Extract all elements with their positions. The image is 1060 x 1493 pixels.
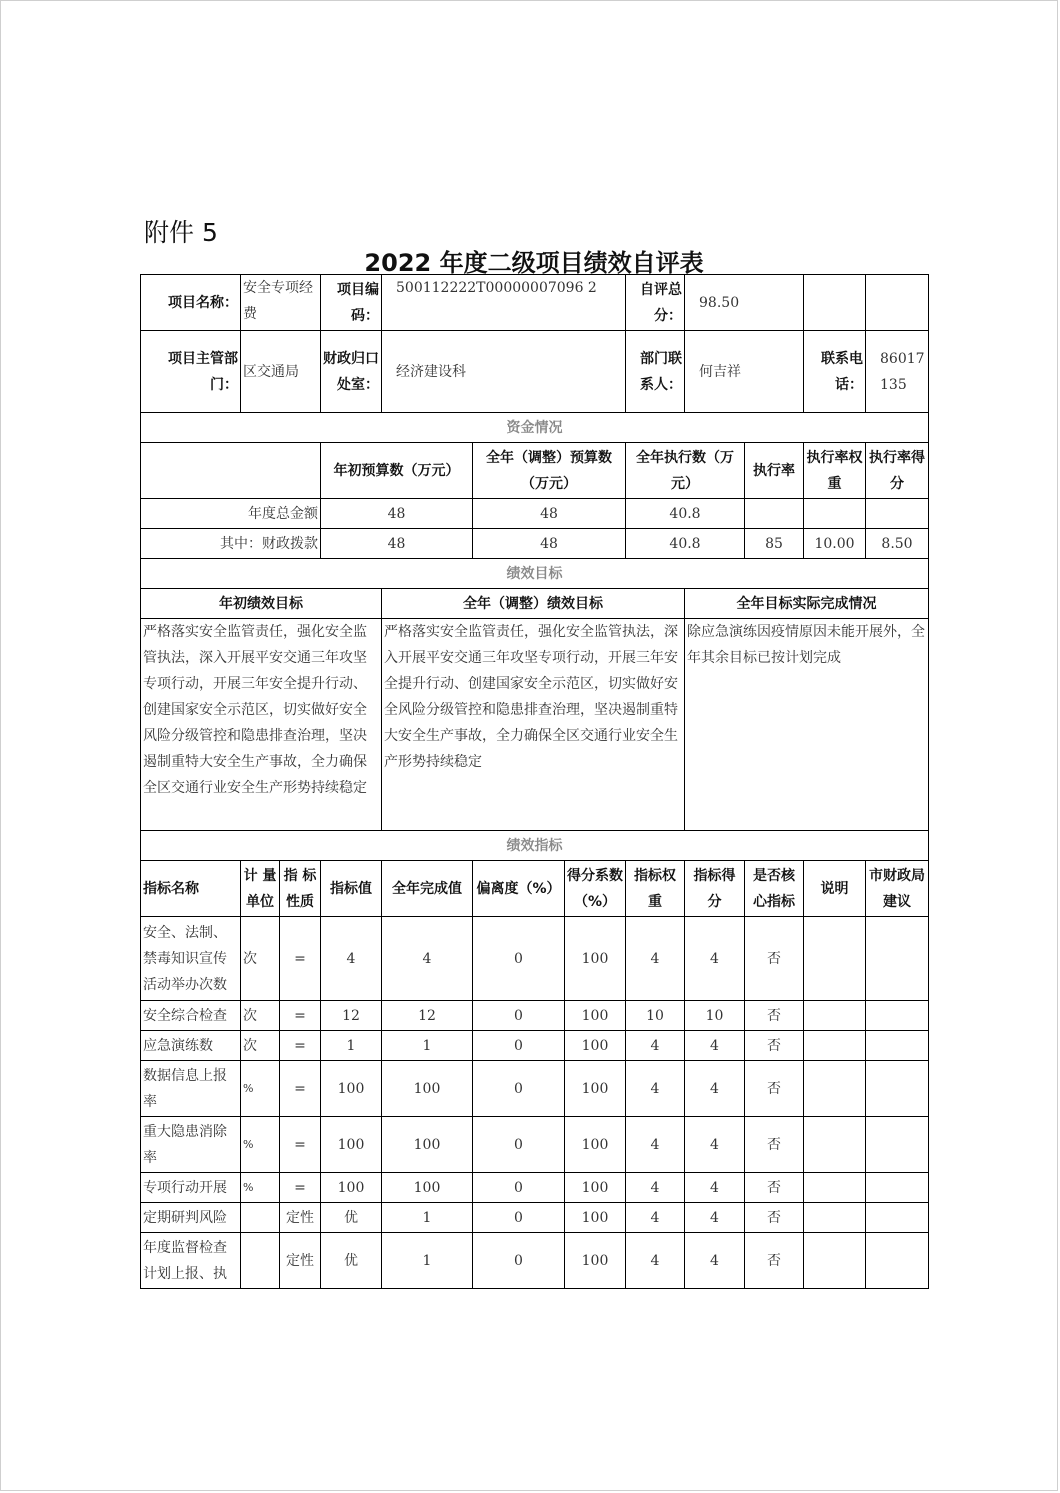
office-label: 财政归口处室： <box>321 331 382 413</box>
table-row <box>141 1203 929 1233</box>
ind-advice <box>866 1031 929 1061</box>
goals-header-adjusted: 全年（调整）绩效目标 <box>382 589 685 619</box>
funds-section-title: 资金情况 <box>141 413 929 443</box>
table-row <box>141 917 929 1001</box>
funds-header-adjusted: 全年（调整）预算数（万元） <box>473 443 626 499</box>
ind-core: 否 <box>745 1117 804 1173</box>
self-score-value: 98.50 <box>685 275 804 331</box>
ind-score: 4 <box>685 917 745 1001</box>
ind-weight: 4 <box>626 1233 685 1289</box>
ind-actual: 100 <box>382 1061 473 1117</box>
ind-deviation: 0 <box>473 1203 565 1233</box>
ind-header-coef: 得分系数（%） <box>565 861 626 917</box>
empty-cell <box>866 275 929 331</box>
ind-actual: 1 <box>382 1203 473 1233</box>
ind-name: 重大隐患消除率 <box>141 1117 241 1173</box>
attachment-label: 附件 5 <box>144 218 218 247</box>
project-code-label: 项目编码： <box>321 275 382 331</box>
ind-unit: % <box>241 1061 280 1117</box>
ind-name: 年度监督检查计划上报、执 <box>141 1233 241 1289</box>
ind-weight: 4 <box>626 1061 685 1117</box>
ind-name: 数据信息上报率 <box>141 1061 241 1117</box>
ind-core: 否 <box>745 1233 804 1289</box>
funds-executed: 40.8 <box>626 499 745 529</box>
ind-target: 100 <box>321 1117 382 1173</box>
ind-coef: 100 <box>565 1173 626 1203</box>
table-row <box>141 1061 929 1117</box>
ind-header-note: 说明 <box>804 861 866 917</box>
funds-weight <box>804 499 866 529</box>
funds-header-score: 执行率得分 <box>866 443 929 499</box>
ind-header-deviation: 偏离度（%） <box>473 861 565 917</box>
ind-name: 安全综合检查 <box>141 1001 241 1031</box>
ind-note <box>804 1233 866 1289</box>
ind-core: 否 <box>745 1203 804 1233</box>
ind-note <box>804 1061 866 1117</box>
funds-budget: 48 <box>321 529 473 559</box>
table-row <box>141 1031 929 1061</box>
ind-weight: 4 <box>626 1031 685 1061</box>
table-row <box>141 529 929 559</box>
funds-score: 8.50 <box>866 529 929 559</box>
ind-core: 否 <box>745 917 804 1001</box>
ind-target: 4 <box>321 917 382 1001</box>
self-score-label: 自评总分： <box>626 275 685 331</box>
ind-header-actual: 全年完成值 <box>382 861 473 917</box>
table-row <box>141 1173 929 1203</box>
ind-core: 否 <box>745 1061 804 1117</box>
ind-unit <box>241 1233 280 1289</box>
ind-note <box>804 1001 866 1031</box>
ind-score: 4 <box>685 1233 745 1289</box>
ind-coef: 100 <box>565 1203 626 1233</box>
empty-cell <box>804 275 866 331</box>
ind-actual: 1 <box>382 1233 473 1289</box>
ind-header-name: 指标名称 <box>141 861 241 917</box>
ind-target: 12 <box>321 1001 382 1031</box>
ind-deviation: 0 <box>473 917 565 1001</box>
ind-header-target: 指标值 <box>321 861 382 917</box>
ind-score: 4 <box>685 1031 745 1061</box>
ind-weight: 4 <box>626 1203 685 1233</box>
ind-nature: = <box>280 1001 321 1031</box>
ind-nature: = <box>280 1117 321 1173</box>
contact-label: 部门联系人： <box>626 331 685 413</box>
ind-target: 1 <box>321 1031 382 1061</box>
ind-core: 否 <box>745 1031 804 1061</box>
office-value: 经济建设科 <box>382 331 626 413</box>
ind-coef: 100 <box>565 1031 626 1061</box>
ind-actual: 12 <box>382 1001 473 1031</box>
ind-advice <box>866 1061 929 1117</box>
goals-initial-text: 严格落实安全监管责任，强化安全监管执法，深入开展平安交通三年攻坚专项行动，开展三年安全提升行动、创建国家安全示范区，切实做好安全风险分级管控和隐患排查治理，坚决遏制重特大安全生产事故，全力确保全区交通行业安全生产形势持续稳定 <box>141 619 382 831</box>
ind-advice <box>866 1233 929 1289</box>
ind-header-advice: 市财政局建议 <box>866 861 929 917</box>
ind-name: 定期研判风险 <box>141 1203 241 1233</box>
ind-score: 4 <box>685 1203 745 1233</box>
ind-note <box>804 1203 866 1233</box>
ind-deviation: 0 <box>473 1031 565 1061</box>
project-name-value: 安全专项经费 <box>241 275 321 331</box>
ind-advice <box>866 917 929 1001</box>
ind-deviation: 0 <box>473 1061 565 1117</box>
ind-advice <box>866 1173 929 1203</box>
funds-executed: 40.8 <box>626 529 745 559</box>
ind-core: 否 <box>745 1173 804 1203</box>
goals-actual-text: 除应急演练因疫情原因未能开展外，全年其余目标已按计划完成 <box>685 619 929 831</box>
ind-score: 10 <box>685 1001 745 1031</box>
empty-cell <box>141 443 321 499</box>
ind-score: 4 <box>685 1061 745 1117</box>
ind-deviation: 0 <box>473 1173 565 1203</box>
ind-weight: 10 <box>626 1001 685 1031</box>
ind-core: 否 <box>745 1001 804 1031</box>
funds-adjusted: 48 <box>473 499 626 529</box>
ind-weight: 4 <box>626 1173 685 1203</box>
ind-coef: 100 <box>565 917 626 1001</box>
funds-adjusted: 48 <box>473 529 626 559</box>
ind-unit: 次 <box>241 1031 280 1061</box>
goals-adjusted-text: 严格落实安全监管责任，强化安全监管执法，深入开展平安交通三年攻坚专项行动，开展三年安全提升行动、创建国家安全示范区，切实做好安全风险分级管控和隐患排查治理，坚决遏制重特大安全生产事故，全力确保全区交通行业安全生产形势持续稳定 <box>382 619 685 831</box>
funds-score <box>866 499 929 529</box>
ind-unit: % <box>241 1117 280 1173</box>
funds-header-executed: 全年执行数（万元） <box>626 443 745 499</box>
ind-actual: 100 <box>382 1117 473 1173</box>
goals-header-actual: 全年目标实际完成情况 <box>685 589 929 619</box>
ind-actual: 100 <box>382 1173 473 1203</box>
ind-unit: 次 <box>241 1001 280 1031</box>
funds-header-rate: 执行率 <box>745 443 804 499</box>
ind-coef: 100 <box>565 1117 626 1173</box>
dept-value: 区交通局 <box>241 331 321 413</box>
ind-name: 应急演练数 <box>141 1031 241 1061</box>
ind-target: 优 <box>321 1233 382 1289</box>
funds-budget: 48 <box>321 499 473 529</box>
ind-note <box>804 1031 866 1061</box>
ind-target: 100 <box>321 1173 382 1203</box>
ind-coef: 100 <box>565 1001 626 1031</box>
ind-nature: = <box>280 1061 321 1117</box>
project-code-value: 500112222T00000007096 2 <box>382 275 626 331</box>
ind-advice <box>866 1203 929 1233</box>
ind-coef: 100 <box>565 1233 626 1289</box>
ind-nature: 定性 <box>280 1233 321 1289</box>
phone-label: 联系电话： <box>804 331 866 413</box>
ind-unit: 次 <box>241 917 280 1001</box>
ind-nature: = <box>280 917 321 1001</box>
ind-header-unit: 计 量单位 <box>241 861 280 917</box>
table-row <box>141 499 929 529</box>
funds-rate: 85 <box>745 529 804 559</box>
funds-row-label: 年度总金额 <box>141 499 321 529</box>
ind-advice <box>866 1117 929 1173</box>
project-name-label: 项目名称： <box>141 275 241 331</box>
ind-deviation: 0 <box>473 1233 565 1289</box>
ind-name: 专项行动开展 <box>141 1173 241 1203</box>
table-row <box>141 1233 929 1289</box>
ind-unit <box>241 1203 280 1233</box>
goals-section-title: 绩效目标 <box>141 559 929 589</box>
ind-header-weight: 指标权重 <box>626 861 685 917</box>
table-row <box>141 1001 929 1031</box>
ind-unit: % <box>241 1173 280 1203</box>
ind-name: 安全、法制、禁毒知识宣传活动举办次数 <box>141 917 241 1001</box>
funds-header-budget: 年初预算数（万元） <box>321 443 473 499</box>
funds-weight: 10.00 <box>804 529 866 559</box>
ind-note <box>804 1173 866 1203</box>
ind-score: 4 <box>685 1117 745 1173</box>
ind-deviation: 0 <box>473 1117 565 1173</box>
page-title: 2022 年度二级项目绩效自评表 <box>364 249 704 277</box>
ind-nature: = <box>280 1173 321 1203</box>
ind-header-nature: 指 标性质 <box>280 861 321 917</box>
evaluation-table <box>140 274 929 1289</box>
ind-score: 4 <box>685 1173 745 1203</box>
ind-weight: 4 <box>626 1117 685 1173</box>
ind-weight: 4 <box>626 917 685 1001</box>
funds-row-label: 其中：财政拨款 <box>141 529 321 559</box>
ind-note <box>804 1117 866 1173</box>
dept-label: 项目主管部门： <box>141 331 241 413</box>
contact-value: 何吉祥 <box>685 331 804 413</box>
funds-rate <box>745 499 804 529</box>
ind-target: 100 <box>321 1061 382 1117</box>
ind-nature: 定性 <box>280 1203 321 1233</box>
table-row <box>141 1117 929 1173</box>
indicators-section-title: 绩效指标 <box>141 831 929 861</box>
ind-deviation: 0 <box>473 1001 565 1031</box>
funds-header-weight: 执行率权重 <box>804 443 866 499</box>
ind-header-score: 指标得分 <box>685 861 745 917</box>
goals-header-initial: 年初绩效目标 <box>141 589 382 619</box>
ind-coef: 100 <box>565 1061 626 1117</box>
ind-target: 优 <box>321 1203 382 1233</box>
ind-header-core: 是否核心指标 <box>745 861 804 917</box>
ind-note <box>804 917 866 1001</box>
ind-advice <box>866 1001 929 1031</box>
ind-actual: 4 <box>382 917 473 1001</box>
ind-nature: = <box>280 1031 321 1061</box>
phone-value: 86017135 <box>866 331 929 413</box>
ind-actual: 1 <box>382 1031 473 1061</box>
